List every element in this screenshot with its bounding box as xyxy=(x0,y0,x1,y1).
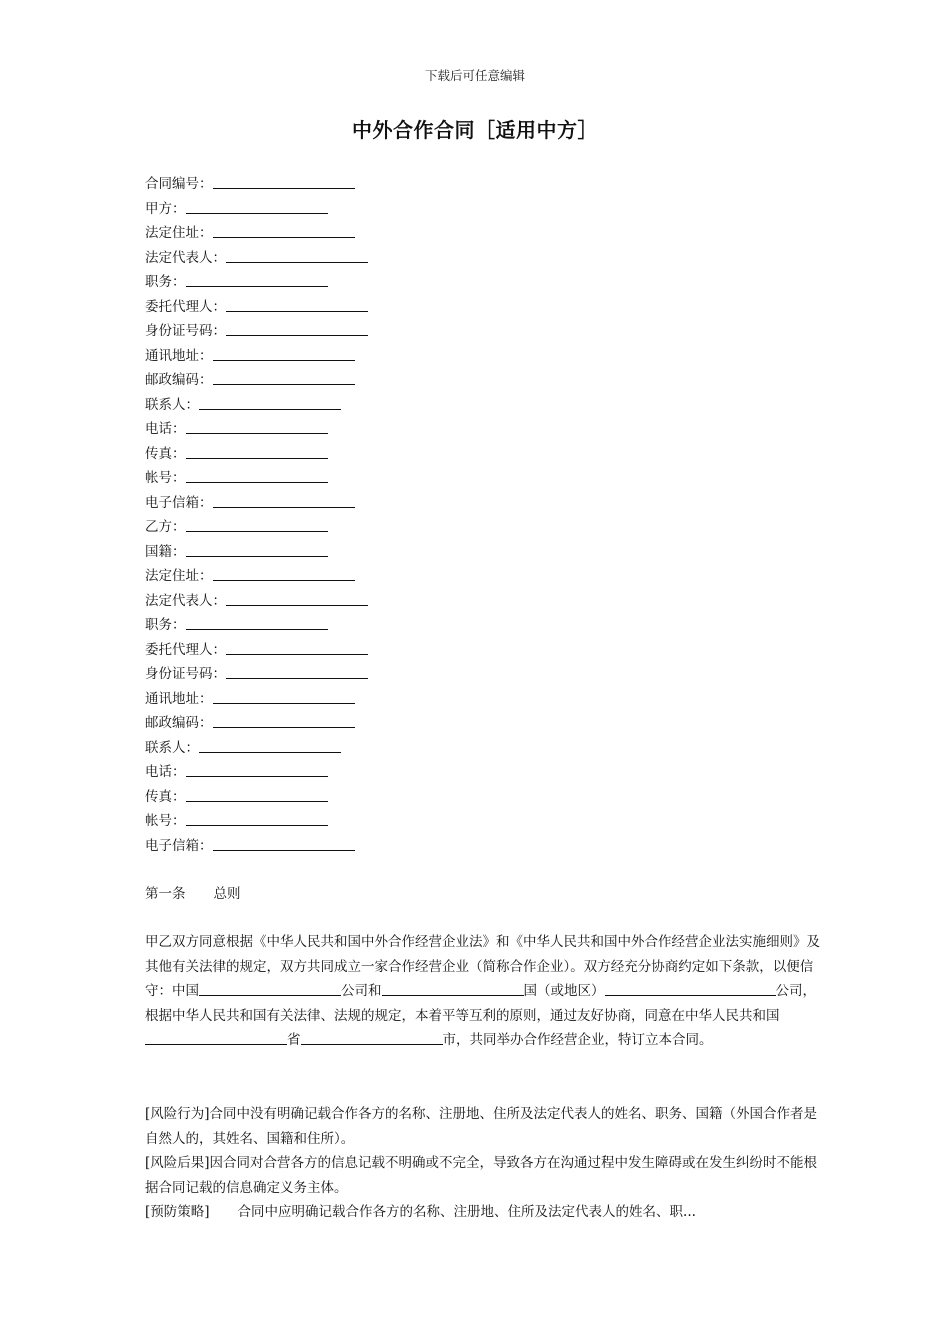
field-label: 国籍： xyxy=(145,543,186,560)
field-label: 电话： xyxy=(145,421,186,437)
field-blank xyxy=(213,493,355,508)
field-row xyxy=(145,246,845,271)
field-label: 联系人： xyxy=(145,739,199,756)
field-row xyxy=(145,564,845,589)
field-blank xyxy=(213,223,355,238)
field-blank xyxy=(213,346,355,361)
field-blank xyxy=(213,174,355,189)
field-row xyxy=(145,393,845,418)
field-label: 甲方： xyxy=(145,200,186,217)
field-blank xyxy=(226,248,368,263)
field-row xyxy=(145,466,845,491)
field-row xyxy=(145,319,845,344)
field-blank xyxy=(186,542,328,557)
field-row xyxy=(145,197,845,222)
field-label: 乙方： xyxy=(145,519,186,535)
field-label: 职务： xyxy=(145,274,186,290)
field-blank xyxy=(186,615,328,630)
party-info-fields xyxy=(145,172,845,858)
field-blank xyxy=(226,640,368,655)
field-label: 邮政编码： xyxy=(145,715,213,731)
field-row xyxy=(145,344,845,369)
field-blank xyxy=(213,713,355,728)
field-blank xyxy=(199,738,341,753)
field-label: 帐号： xyxy=(145,470,186,486)
field-blank xyxy=(186,419,328,434)
field-blank xyxy=(226,321,368,336)
field-blank xyxy=(186,199,328,214)
field-label: 电子信箱： xyxy=(145,837,213,854)
blank-line xyxy=(382,981,524,996)
article-text: 公司，根据中华人民共和国有关法律、法规的规定，本着平等互利的原则，通过友好协商，同意在中华人民共和国 xyxy=(145,983,816,1024)
field-label: 委托代理人： xyxy=(145,641,226,658)
field-label: 邮政编码： xyxy=(145,372,213,388)
blank-line xyxy=(301,1030,443,1045)
field-blank xyxy=(226,664,368,679)
field-row xyxy=(145,540,845,565)
field-label: 委托代理人： xyxy=(145,298,226,315)
field-label: 身份证号码： xyxy=(145,666,226,682)
field-row xyxy=(145,760,845,785)
risk-behavior: [风险行为]合同中没有明确记载合作各方的名称、注册地、住所及法定代表人的姓名、职务、国籍（外国合作者是自然人的，其姓名、国籍和住所）。 xyxy=(145,1106,818,1147)
field-row xyxy=(145,442,845,467)
field-row xyxy=(145,172,845,197)
field-row xyxy=(145,785,845,810)
field-row xyxy=(145,711,845,736)
field-blank xyxy=(226,297,368,312)
blank-line xyxy=(605,981,719,996)
prevention-label: [预防策略] xyxy=(145,1204,210,1220)
field-row xyxy=(145,687,845,712)
field-label: 电话： xyxy=(145,764,186,780)
field-blank xyxy=(186,468,328,483)
field-blank xyxy=(186,762,328,777)
field-row xyxy=(145,368,845,393)
field-label: 帐号： xyxy=(145,813,186,829)
field-label: 通讯地址： xyxy=(145,690,213,707)
field-row xyxy=(145,221,845,246)
article-text: 甲乙双方同意根据《中华人民共和国中外合作经营企业法》和《中华人民共和国中外合作经营企业法实施细则》及其他有关法律的规定，双方共同成立一家合作经营企业（简称合作企业）。双方经充分协商约定如下条款，以便信守：中国 xyxy=(145,934,820,999)
field-blank xyxy=(186,787,328,802)
document-title: 中外合作合同［适用中方］ xyxy=(352,118,598,142)
field-blank xyxy=(213,836,355,851)
field-blank xyxy=(186,444,328,459)
field-label: 传真： xyxy=(145,788,186,805)
field-row xyxy=(145,809,845,834)
risk-prevention xyxy=(145,1200,821,1225)
field-row xyxy=(145,270,845,295)
section-name: 总则 xyxy=(213,886,241,902)
prevention-text: 合同中应明确记载合作各方的名称、注册地、住所及法定代表人的姓名、职... xyxy=(237,1204,696,1220)
field-row xyxy=(145,638,845,663)
article-text: 市，共同举办合作经营企业，特订立本合同。 xyxy=(442,1032,713,1048)
header-note: 下载后可任意编辑 xyxy=(424,68,525,83)
blank-line xyxy=(719,981,776,996)
field-label: 法定代表人： xyxy=(145,592,226,609)
section-number: 第一条 xyxy=(145,886,186,902)
field-row xyxy=(145,662,845,687)
field-label: 电子信箱： xyxy=(145,494,213,511)
field-label: 法定代表人： xyxy=(145,249,226,266)
field-label: 身份证号码： xyxy=(145,323,226,339)
field-blank xyxy=(213,370,355,385)
field-label: 通讯地址： xyxy=(145,347,213,364)
field-blank xyxy=(213,689,355,704)
blank-line xyxy=(145,1030,287,1045)
field-row xyxy=(145,295,845,320)
field-blank xyxy=(226,591,368,606)
risk-notes xyxy=(145,1102,821,1225)
field-row xyxy=(145,491,845,516)
field-label: 法定住址： xyxy=(145,568,213,584)
article-text: 省 xyxy=(287,1032,301,1048)
field-blank xyxy=(186,272,328,287)
field-label: 法定住址： xyxy=(145,225,213,241)
field-blank xyxy=(186,811,328,826)
field-row xyxy=(145,589,845,614)
article-1-paragraph xyxy=(145,930,821,1053)
field-blank xyxy=(213,566,355,581)
field-label: 合同编号： xyxy=(145,176,213,192)
field-row xyxy=(145,515,845,540)
section-heading xyxy=(145,882,241,902)
field-label: 传真： xyxy=(145,445,186,462)
field-row xyxy=(145,417,845,442)
field-label: 职务： xyxy=(145,617,186,633)
field-row xyxy=(145,834,845,859)
field-blank xyxy=(186,517,328,532)
risk-consequence: [风险后果]因合同对合营各方的信息记载不明确或不完全，导致各方在沟通过程中发生障碍或在发生纠纷时不能根据合同记载的信息确定义务主体。 xyxy=(145,1155,818,1196)
blank-line xyxy=(199,981,341,996)
field-blank xyxy=(199,395,341,410)
field-label: 联系人： xyxy=(145,396,199,413)
field-row xyxy=(145,613,845,638)
article-text: 公司和 xyxy=(341,983,382,999)
article-text: 国（或地区） xyxy=(523,983,605,999)
field-row xyxy=(145,736,845,761)
